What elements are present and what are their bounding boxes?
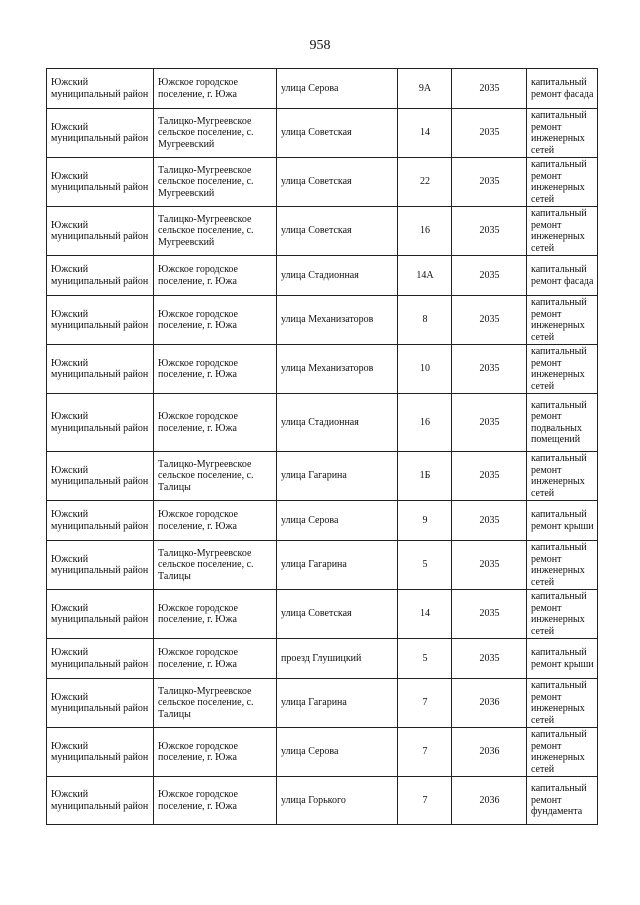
settlement-cell: Южское городское поселение, г. Южа: [154, 256, 277, 296]
street-cell: улица Механизаторов: [277, 345, 398, 394]
work-type-cell: капитальный ремонт инженерных сетей: [527, 296, 598, 345]
table-row: [47, 501, 598, 541]
table-row: [47, 158, 598, 207]
work-type-cell: капитальный ремонт крыши: [527, 501, 598, 541]
work-type-cell: капитальный ремонт фундамента: [527, 777, 598, 825]
street-cell: улица Гагарина: [277, 452, 398, 501]
street-cell: улица Советская: [277, 207, 398, 256]
settlement-cell: Южское городское поселение, г. Южа: [154, 501, 277, 541]
house-number-cell: 14: [398, 109, 452, 158]
street-cell: улица Советская: [277, 590, 398, 639]
district-cell: Южский муниципальный район: [47, 777, 154, 825]
street-cell: улица Серова: [277, 69, 398, 109]
settlement-cell: Южское городское поселение, г. Южа: [154, 394, 277, 452]
table-row: [47, 345, 598, 394]
house-number-cell: 22: [398, 158, 452, 207]
house-number-cell: 8: [398, 296, 452, 345]
year-cell: 2035: [452, 158, 527, 207]
settlement-cell: Южское городское поселение, г. Южа: [154, 590, 277, 639]
street-cell: улица Советская: [277, 158, 398, 207]
district-cell: Южский муниципальный район: [47, 256, 154, 296]
district-cell: Южский муниципальный район: [47, 501, 154, 541]
table-row: [47, 256, 598, 296]
settlement-cell: Южское городское поселение, г. Южа: [154, 69, 277, 109]
work-type-cell: капитальный ремонт крыши: [527, 639, 598, 679]
district-cell: Южский муниципальный район: [47, 345, 154, 394]
work-type-cell: капитальный ремонт фасада: [527, 256, 598, 296]
house-number-cell: 14А: [398, 256, 452, 296]
house-number-cell: 16: [398, 207, 452, 256]
year-cell: 2035: [452, 69, 527, 109]
district-cell: Южский муниципальный район: [47, 109, 154, 158]
house-number-cell: 16: [398, 394, 452, 452]
table-row: [47, 394, 598, 452]
house-number-cell: 9А: [398, 69, 452, 109]
house-number-cell: 9: [398, 501, 452, 541]
year-cell: 2035: [452, 501, 527, 541]
year-cell: 2035: [452, 345, 527, 394]
house-number-cell: 7: [398, 679, 452, 728]
settlement-cell: Южское городское поселение, г. Южа: [154, 639, 277, 679]
street-cell: улица Серова: [277, 728, 398, 777]
work-type-cell: капитальный ремонт инженерных сетей: [527, 541, 598, 590]
table-row: [47, 679, 598, 728]
district-cell: Южский муниципальный район: [47, 639, 154, 679]
work-type-cell: капитальный ремонт инженерных сетей: [527, 207, 598, 256]
house-number-cell: 5: [398, 541, 452, 590]
table-row: [47, 109, 598, 158]
district-cell: Южский муниципальный район: [47, 158, 154, 207]
district-cell: Южский муниципальный район: [47, 69, 154, 109]
year-cell: 2035: [452, 639, 527, 679]
work-type-cell: капитальный ремонт инженерных сетей: [527, 452, 598, 501]
settlement-cell: Талицко-Мугреевское сельское поселение, с. Талицы: [154, 452, 277, 501]
table-row: [47, 69, 598, 109]
year-cell: 2036: [452, 728, 527, 777]
house-number-cell: 1Б: [398, 452, 452, 501]
year-cell: 2035: [452, 452, 527, 501]
district-cell: Южский муниципальный район: [47, 541, 154, 590]
work-type-cell: капитальный ремонт инженерных сетей: [527, 590, 598, 639]
work-type-cell: капитальный ремонт инженерных сетей: [527, 109, 598, 158]
street-cell: улица Стадионная: [277, 256, 398, 296]
table-row: [47, 777, 598, 825]
year-cell: 2035: [452, 207, 527, 256]
year-cell: 2035: [452, 109, 527, 158]
district-cell: Южский муниципальный район: [47, 394, 154, 452]
table-row: [47, 452, 598, 501]
work-type-cell: капитальный ремонт инженерных сетей: [527, 679, 598, 728]
street-cell: улица Советская: [277, 109, 398, 158]
settlement-cell: Южское городское поселение, г. Южа: [154, 728, 277, 777]
settlement-cell: Южское городское поселение, г. Южа: [154, 777, 277, 825]
district-cell: Южский муниципальный район: [47, 296, 154, 345]
settlement-cell: Талицко-Мугреевское сельское поселение, с. Мугреевский: [154, 207, 277, 256]
district-cell: Южский муниципальный район: [47, 207, 154, 256]
house-number-cell: 7: [398, 777, 452, 825]
table-row: [47, 207, 598, 256]
year-cell: 2035: [452, 394, 527, 452]
year-cell: 2035: [452, 541, 527, 590]
house-number-cell: 5: [398, 639, 452, 679]
district-cell: Южский муниципальный район: [47, 728, 154, 777]
year-cell: 2035: [452, 590, 527, 639]
work-type-cell: капитальный ремонт инженерных сетей: [527, 728, 598, 777]
settlement-cell: Талицко-Мугреевское сельское поселение, с. Мугреевский: [154, 158, 277, 207]
district-cell: Южский муниципальный район: [47, 590, 154, 639]
settlement-cell: Талицко-Мугреевское сельское поселение, с. Мугреевский: [154, 109, 277, 158]
page-number: 958: [309, 38, 331, 53]
table-row: [47, 639, 598, 679]
year-cell: 2036: [452, 777, 527, 825]
house-number-cell: 10: [398, 345, 452, 394]
table-row: [47, 296, 598, 345]
table-row: [47, 590, 598, 639]
street-cell: улица Стадионная: [277, 394, 398, 452]
work-type-cell: капитальный ремонт подвальных помещений: [527, 394, 598, 452]
settlement-cell: Талицко-Мугреевское сельское поселение, с. Талицы: [154, 679, 277, 728]
settlement-cell: Южское городское поселение, г. Южа: [154, 296, 277, 345]
year-cell: 2035: [452, 256, 527, 296]
work-type-cell: капитальный ремонт инженерных сетей: [527, 158, 598, 207]
work-type-cell: капитальный ремонт инженерных сетей: [527, 345, 598, 394]
house-number-cell: 7: [398, 728, 452, 777]
table-row: [47, 728, 598, 777]
table-body: [47, 69, 598, 825]
house-number-cell: 14: [398, 590, 452, 639]
street-cell: улица Механизаторов: [277, 296, 398, 345]
settlement-cell: Южское городское поселение, г. Южа: [154, 345, 277, 394]
street-cell: проезд Глушицкий: [277, 639, 398, 679]
street-cell: улица Горького: [277, 777, 398, 825]
street-cell: улица Серова: [277, 501, 398, 541]
work-type-cell: капитальный ремонт фасада: [527, 69, 598, 109]
year-cell: 2035: [452, 296, 527, 345]
year-cell: 2036: [452, 679, 527, 728]
street-cell: улица Гагарина: [277, 679, 398, 728]
district-cell: Южский муниципальный район: [47, 679, 154, 728]
table-row: [47, 541, 598, 590]
settlement-cell: Талицко-Мугреевское сельское поселение, с. Талицы: [154, 541, 277, 590]
registry-table: [46, 68, 598, 825]
district-cell: Южский муниципальный район: [47, 452, 154, 501]
street-cell: улица Гагарина: [277, 541, 398, 590]
